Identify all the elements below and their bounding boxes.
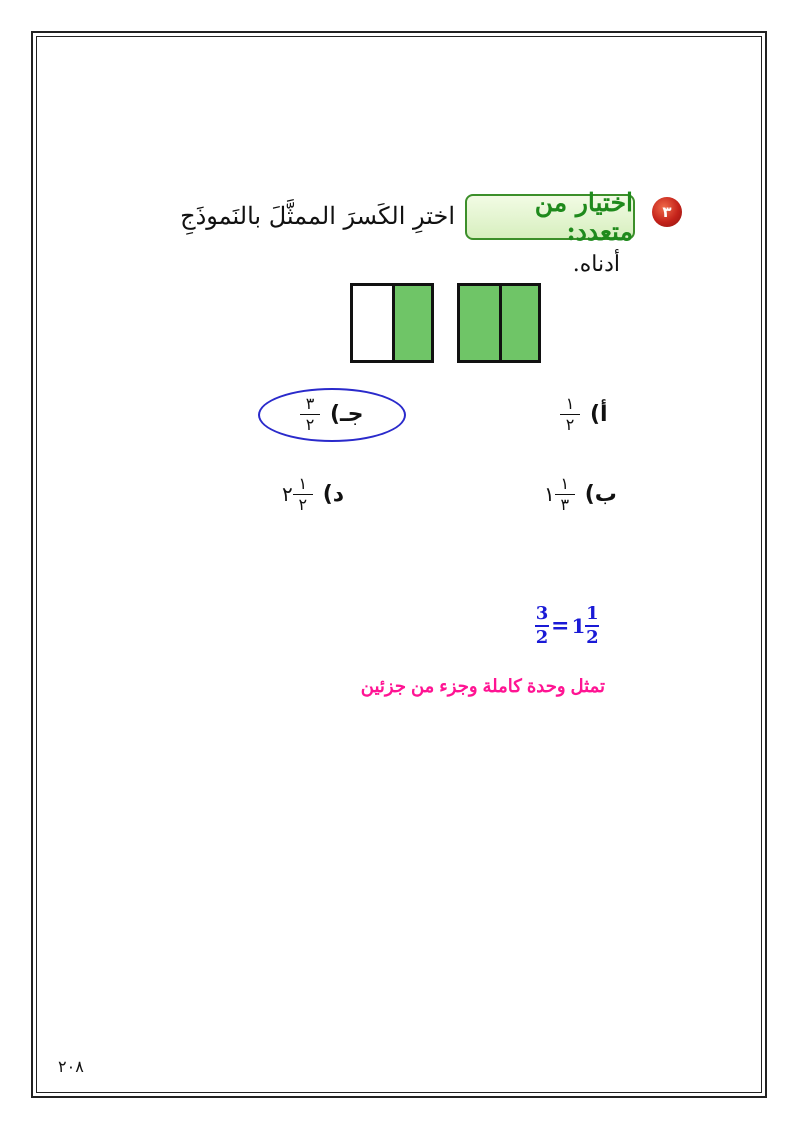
equation-lhs-denominator: 2 — [535, 626, 549, 648]
option-d-fraction — [293, 475, 313, 513]
model-cell-shaded — [499, 286, 538, 360]
option-b-denominator: ٣ — [560, 494, 570, 514]
page-number: ٢٠٨ — [58, 1057, 84, 1076]
option-b-letter: ب) — [584, 481, 617, 507]
multiple-choice-tag: اختيار من متعدد: — [465, 194, 635, 240]
option-c-numerator: ٣ — [305, 394, 315, 413]
option-c-denominator: ٢ — [305, 414, 315, 434]
option-a-fraction — [560, 395, 580, 433]
question-number-badge: ٣ — [652, 197, 682, 227]
page-border-inner — [36, 36, 762, 1093]
option-a-letter: أ) — [590, 401, 608, 427]
option-d-letter: د) — [322, 481, 345, 507]
option-b[interactable] — [540, 475, 617, 513]
option-c-fraction — [300, 395, 320, 433]
equation-rhs-denominator: 2 — [586, 626, 599, 648]
option-c-letter: جـ) — [330, 401, 364, 427]
fraction-model-half — [350, 283, 434, 363]
option-c[interactable] — [300, 395, 363, 433]
option-d-numerator: ١ — [298, 474, 308, 493]
option-b-fraction — [555, 475, 575, 513]
model-cell-shaded — [460, 286, 499, 360]
equation-lhs-fraction — [535, 604, 549, 648]
option-a-denominator: ٢ — [565, 414, 575, 434]
option-a[interactable] — [560, 395, 608, 433]
option-b-numerator: ١ — [560, 474, 570, 493]
option-d-denominator: ٢ — [298, 494, 308, 514]
option-d-whole: ٢ — [282, 482, 293, 507]
equals-sign: = — [551, 612, 570, 639]
option-a-numerator: ١ — [565, 394, 575, 413]
answer-equation — [535, 604, 599, 648]
equation-lhs-numerator: 3 — [535, 603, 549, 624]
equation-rhs-numerator: 1 — [586, 603, 599, 624]
question-instruction: اخترِ الكَسرَ الممثَّلَ بالنَموذَجِ — [180, 202, 455, 230]
equation-rhs-fraction — [585, 604, 599, 648]
model-cell-shaded — [392, 286, 431, 360]
equation-rhs-whole: 1 — [571, 613, 586, 638]
model-cell-empty — [353, 286, 392, 360]
question-instruction-continued: أدناه. — [572, 252, 620, 277]
answer-explanation: تمثل وحدة كاملة وجزء من جزئين — [360, 676, 605, 696]
option-d[interactable] — [278, 475, 344, 513]
option-b-whole: ١ — [544, 482, 555, 507]
fraction-model-whole — [457, 283, 541, 363]
